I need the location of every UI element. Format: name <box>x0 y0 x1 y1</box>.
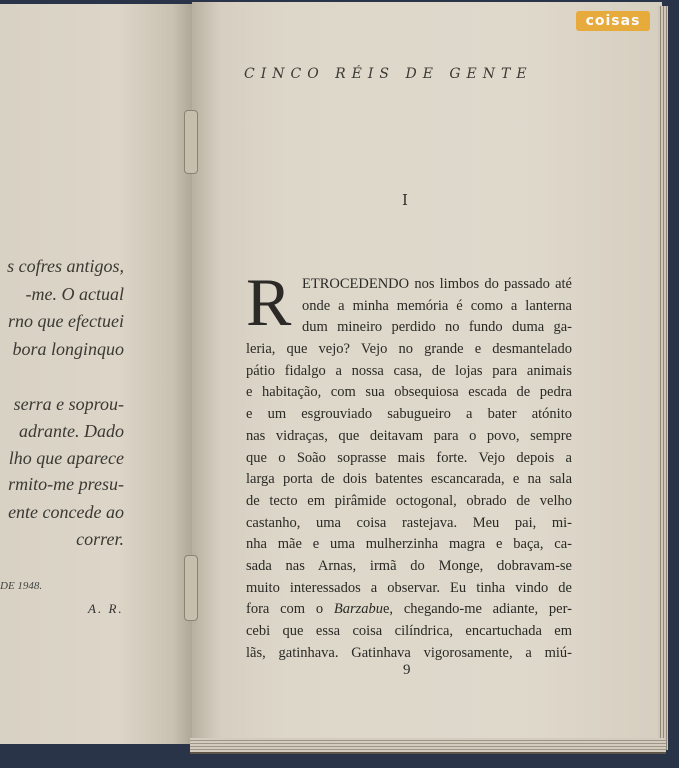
body-line-1-text: nos limbos do passado até <box>409 276 572 292</box>
body-line-7: e um esgrouviado sabugueiro a bater atónito <box>246 406 572 423</box>
body-line-12: castanho, uma coisa rastejava. Meu pai, mi- <box>246 514 572 531</box>
watermark-logo: coisas <box>576 11 650 31</box>
body-line-6: e habitação, com sua obsequiosa escada de pedra <box>246 384 572 401</box>
body-line-13: nha mãe e uma mulherzinha magra e baça, ca- <box>246 536 572 553</box>
body-line-18: lãs, gatinhava. Gatinhava vigorosamente, a miú- <box>246 644 572 661</box>
body-line-16-b: e, chegando-me adiante, per- <box>383 601 572 618</box>
left-line-9: ente concede ao <box>8 502 124 522</box>
body-line-2: onde a minha memória é como a lanterna <box>302 297 572 314</box>
left-line-5: serra e soprou- <box>13 394 124 414</box>
body-line-11: de tecto em pirâmide octogonal, obrado de velho <box>246 492 572 509</box>
italic-word-barzabu: Barzabu <box>333 601 383 618</box>
left-page-date: DE 1948. <box>0 580 43 592</box>
left-line-10: correr. <box>76 529 124 549</box>
body-line-10: larga porta de dois batentes escancarada, e na sala <box>246 471 572 488</box>
body-line-15: muito interessados a observar. Eu tinha vindo de <box>246 579 572 596</box>
left-page <box>0 4 196 744</box>
body-line-4: leria, que vejo? Vejo no grande e desmantelado <box>246 341 572 358</box>
running-head: CINCO RÉIS DE GENTE <box>244 66 533 82</box>
body-line-8: nas vidraças, que deitavam para o povo, sempre <box>246 427 572 444</box>
right-page-edge <box>658 6 668 750</box>
left-line-4: bora longinquo <box>12 339 124 359</box>
left-line-8: rmito-me presu- <box>8 474 124 494</box>
body-line-16 <box>246 599 572 621</box>
drop-cap: R <box>246 264 292 340</box>
page-number: 9 <box>403 662 411 678</box>
body-line-5: pátio fidalgo a nossa casa, de lojas para animais <box>246 362 572 379</box>
body-line-9: que o Soão soprasse mais forte. Vejo depois a <box>246 449 572 466</box>
left-page-signature: A. R. <box>88 601 124 616</box>
chapter-number: I <box>402 191 408 209</box>
staple-bottom <box>184 555 198 621</box>
first-word-rest: ETROCEDENDO <box>302 276 410 292</box>
left-line-2: -me. O actual <box>25 284 124 304</box>
body-line-1 <box>246 274 572 296</box>
body-line-17: cebi que essa coisa cilíndrica, encartuchada em <box>246 623 572 639</box>
left-line-6: adrante. Dado <box>19 421 124 441</box>
body-line-3: dum mineiro perdido no fundo duma ga- <box>302 319 572 336</box>
left-line-7: lho que aparece <box>8 448 124 468</box>
body-line-16-a: fora com o <box>246 601 334 618</box>
bottom-page-edges <box>190 738 666 754</box>
left-line-1: s cofres antigos, <box>7 256 124 276</box>
left-line-3: rno que efectuei <box>8 311 124 331</box>
left-page-text <box>0 4 190 744</box>
body-text <box>246 274 572 664</box>
body-line-14: sada nas Arnas, irmã do Monge, dobravam-se <box>246 557 572 574</box>
staple-top <box>184 110 198 174</box>
